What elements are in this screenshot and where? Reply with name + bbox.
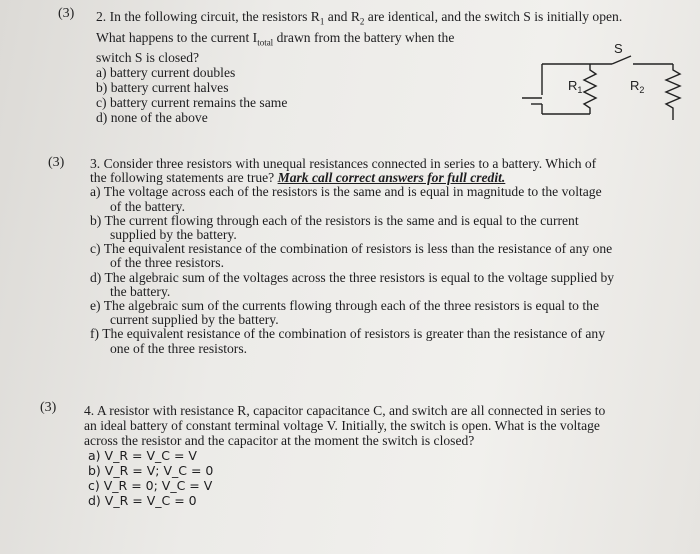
question-4 [84,403,684,508]
q4-line2: an ideal battery of constant terminal voltage V. Initially, the switch is open. What is the voltage [84,418,600,433]
q3-line2: the following statements are true? Mark call correct answers for full credit. [90,170,506,186]
q2-line2: What happens to the current $I_{total}$ drawn from the battery when the [96,29,455,48]
q3-option-d-cont: the battery. [110,283,171,299]
q3-option-b: b) The current flowing through each of the resistors is the same and is equal to the current [90,212,579,228]
q4-option-d: d) V_R = V_C = 0 [88,493,197,508]
resistor-r2 [666,64,680,120]
q3-line1: 3. Consider three resistors with unequal resistances connected in series to a battery. Which of [90,156,597,171]
q3-points: (3) [48,155,65,170]
q4-line1: 4. A resistor with resistance R, capacitor capacitance C, and switch are all connected in series to [84,403,606,418]
r2-label: $R_2$ [630,78,645,95]
q2-points: (3) [58,6,75,21]
q4-points: (3) [40,400,57,415]
q3-option-c: c) The equivalent resistance of the combination of resistors is less than the resistance of any one [90,241,613,257]
q4-line3: across the resistor and the capacitor at the moment the switch is closed? [84,433,475,448]
q3-option-c-cont: of the three resistors. [110,255,225,271]
q2-option-c: c) battery current remains the same [96,95,288,111]
q2-line3: switch S is closed? [96,50,200,66]
q4-option-a: a) V_R = V_C = V [88,448,197,463]
q3-option-e: e) The algebraic sum of the currents flowing through each of the three resistors is equal to the [90,298,599,314]
circuit-diagram [505,40,695,130]
resistor-r1 [584,64,596,114]
switch-label: S [614,41,623,56]
r1-label: $R_1$ [568,78,583,95]
q2-option-d: d) none of the above [96,110,208,126]
q3-option-d: d) The algebraic sum of the voltages across the three resistors is equal to the voltage supplied by [90,269,615,285]
q3-option-f: f) The equivalent resistance of the combination of resistors is greater than the resistance of any [90,326,606,342]
q3-option-a-cont: of the battery. [110,198,185,214]
q2-line1: 2. In the following circuit, the resistors $R_1$ and $R_2$ are identical, and the switch S is initially open. [96,9,623,27]
question-3 [90,157,680,356]
q2-option-a: a) battery current doubles [96,65,236,81]
q4-option-b: b) V_R = V; V_C = 0 [88,463,214,478]
q3-option-a: a) The voltage across each of the resistors is the same and is equal in magnitude to the voltage [90,184,602,200]
switch-blade [612,56,631,64]
q4-option-c: c) V_R = 0; V_C = V [88,478,213,493]
q2-option-b: b) battery current halves [96,80,229,96]
q3-option-b-cont: supplied by the battery. [110,227,237,243]
q3-option-e-cont: current supplied by the battery. [110,312,279,328]
q3-option-f-cont: one of the three resistors. [110,340,248,356]
